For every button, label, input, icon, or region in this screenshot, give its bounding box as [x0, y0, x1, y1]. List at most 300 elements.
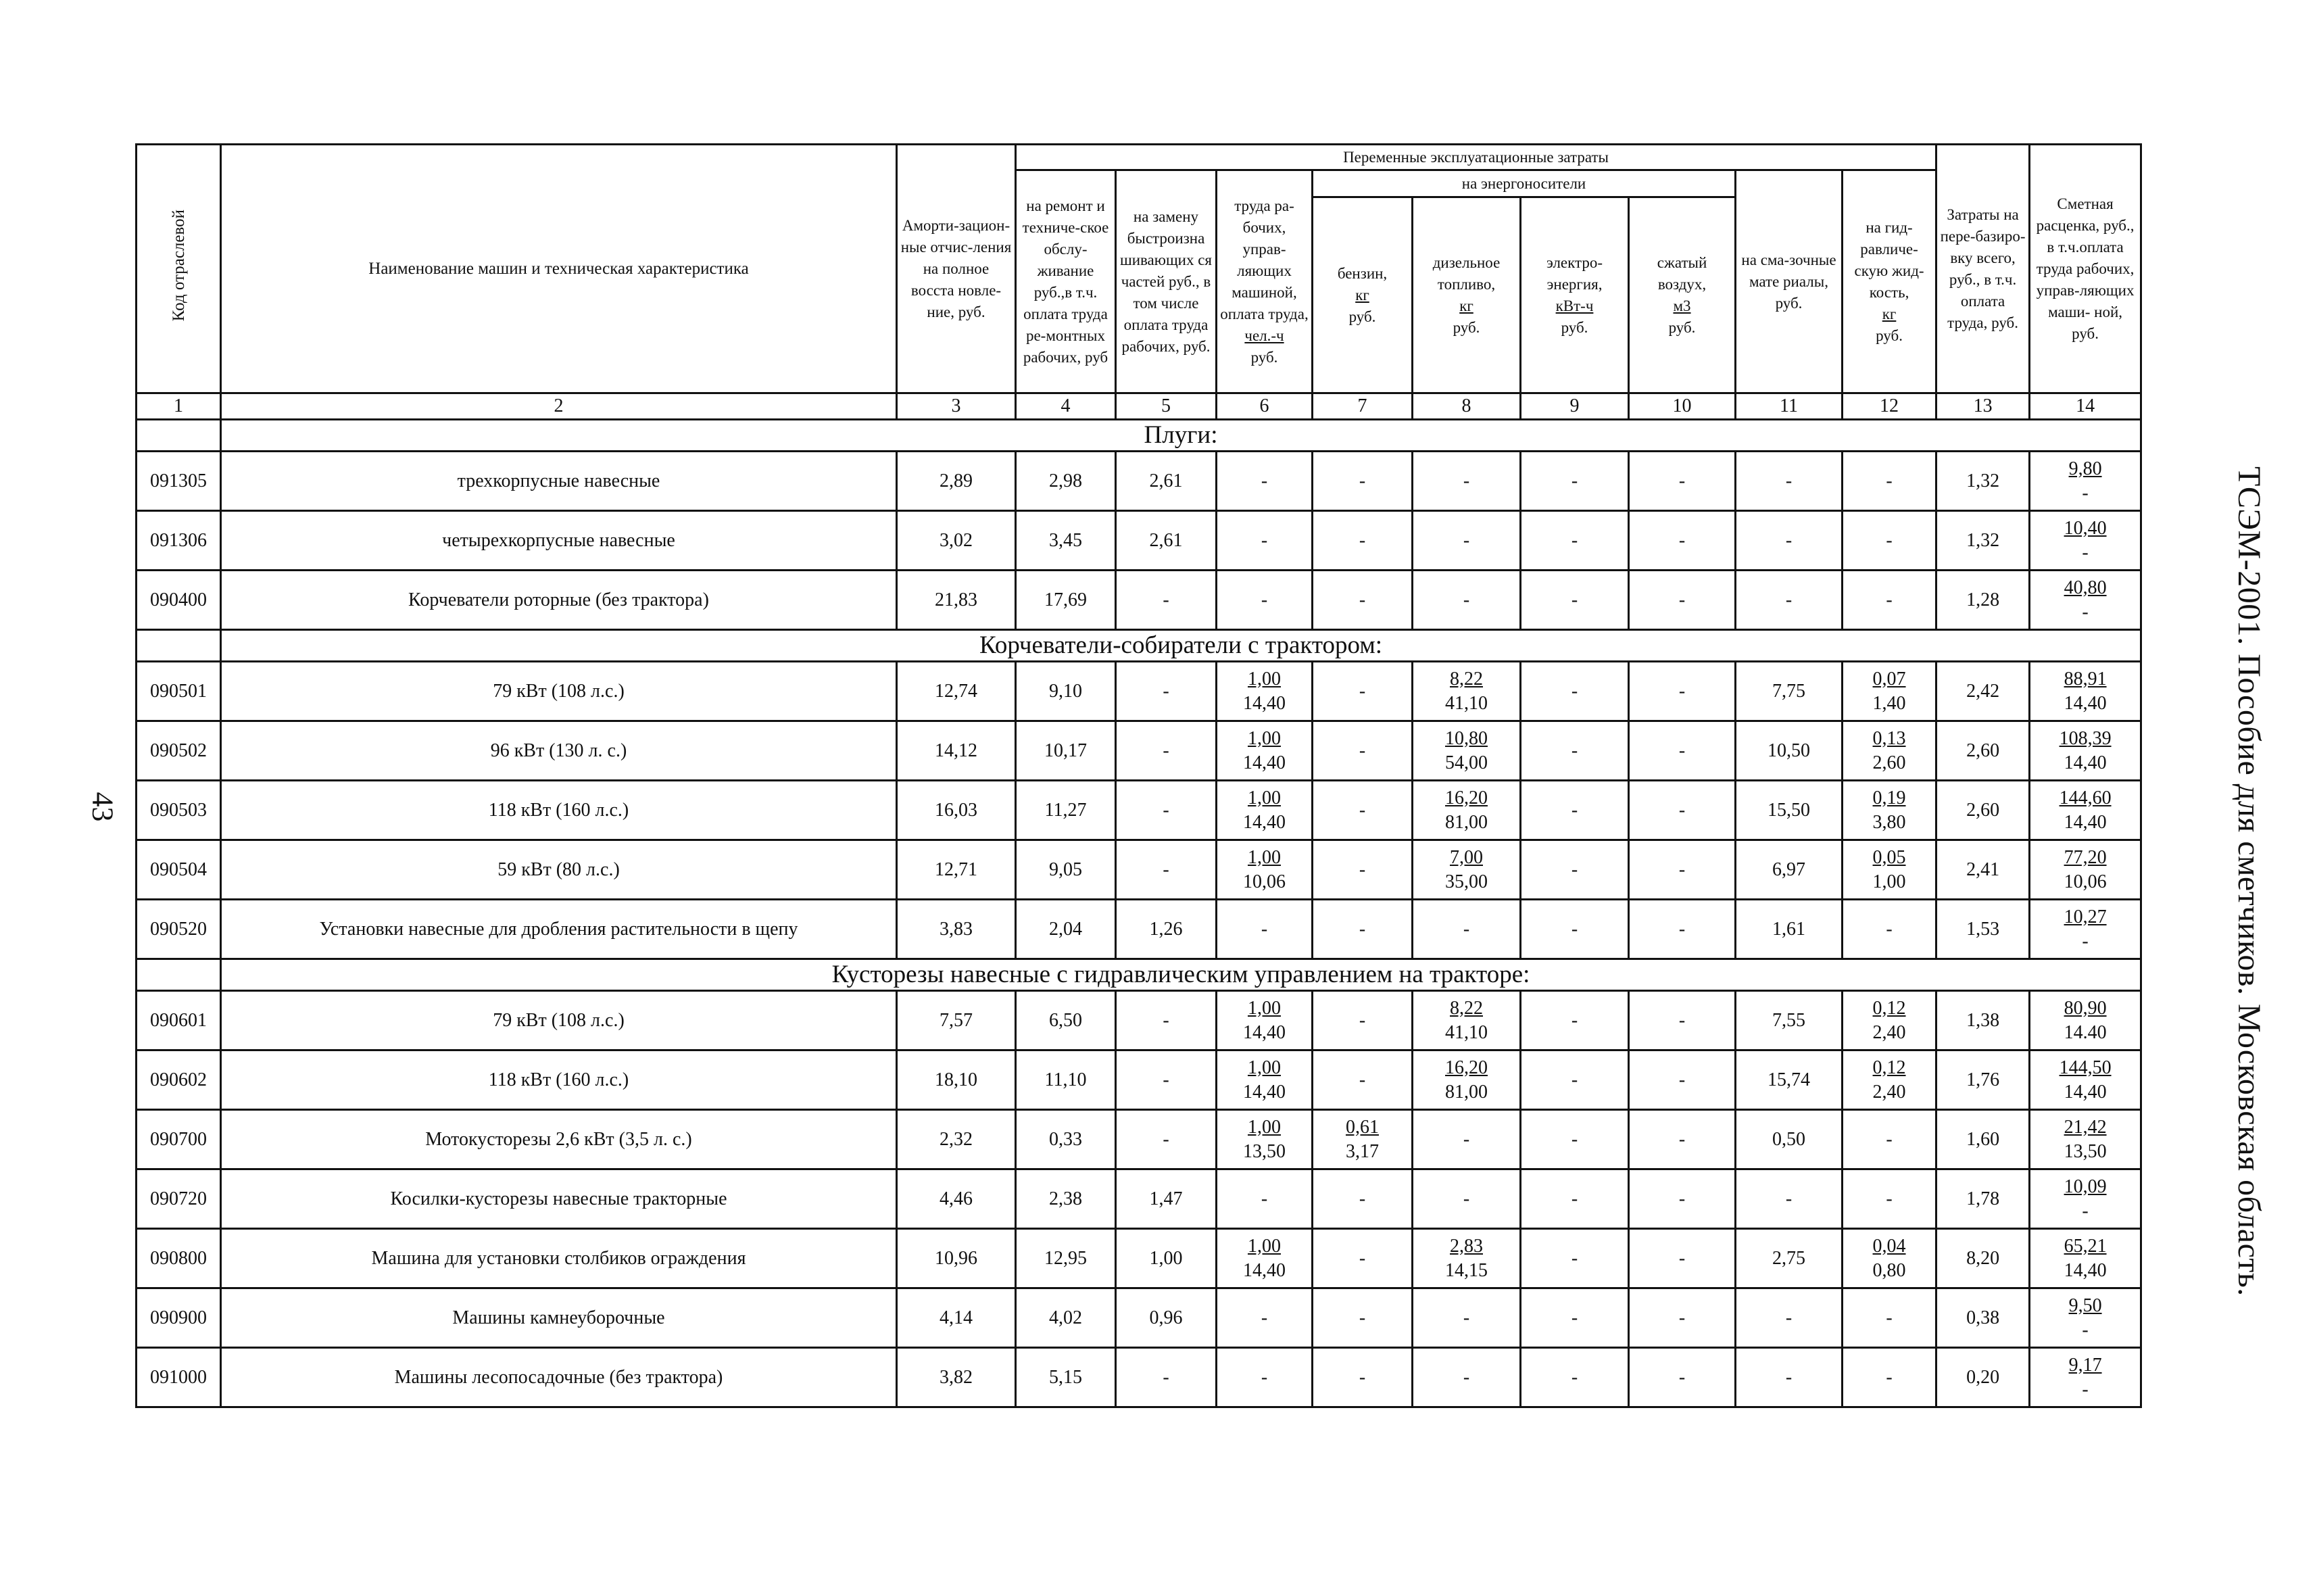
- cell-c10: -: [1629, 1110, 1736, 1169]
- section-title-text: Плуги:: [1144, 421, 1218, 449]
- machine-name: 79 кВт (108 л.с.): [221, 991, 897, 1050]
- cell-c8: [1413, 1050, 1521, 1110]
- fraction-denominator: -: [2082, 601, 2089, 623]
- cell-c7: -: [1313, 991, 1413, 1050]
- fraction-value: [1346, 1115, 1379, 1164]
- fraction-numerator: 1,00: [1248, 668, 1281, 690]
- fraction-numerator: 10,40: [2064, 517, 2107, 539]
- cell-c12: -: [1843, 452, 1936, 511]
- cell-c8: [1413, 991, 1521, 1050]
- fraction-value: [2060, 727, 2112, 775]
- cell-c11: -: [1736, 1169, 1843, 1229]
- fraction-denominator: 14,40: [2064, 692, 2107, 714]
- table-row: [137, 900, 2141, 959]
- fraction-numerator: 1,00: [1248, 997, 1281, 1019]
- cell-c8: -: [1413, 571, 1521, 630]
- cell-c12: [1843, 1050, 1936, 1110]
- cell-c13: 2,60: [1936, 721, 2030, 781]
- cell-c4: 6,50: [1016, 991, 1116, 1050]
- table-row: [137, 1288, 2141, 1348]
- cell-c3: 12,74: [897, 662, 1016, 721]
- cell-c7: -: [1313, 1229, 1413, 1288]
- machine-name: Машины камнеуборочные: [221, 1288, 897, 1348]
- machine-code: 090400: [137, 571, 221, 630]
- cell-c4: 2,98: [1016, 452, 1116, 511]
- fraction-value: [1243, 1056, 1286, 1105]
- cell-c11: 10,50: [1736, 721, 1843, 781]
- cell-c13: 1,78: [1936, 1169, 2030, 1229]
- cell-c4: 10,17: [1016, 721, 1116, 781]
- cell-c4: 2,38: [1016, 1169, 1116, 1229]
- fraction-numerator: 1,00: [1248, 846, 1281, 868]
- header-air: сжатый воздух, м3 руб.: [1629, 197, 1736, 393]
- fraction-numerator: 16,20: [1445, 787, 1488, 808]
- col-number: 13: [1936, 393, 2030, 420]
- fraction-value: [2069, 1294, 2102, 1343]
- section-header-row: [137, 630, 2141, 662]
- cell-c6: [1217, 781, 1313, 840]
- machine-name: 118 кВт (160 л.с.): [221, 781, 897, 840]
- cell-c4: 0,33: [1016, 1110, 1116, 1169]
- cell-c14: [2030, 571, 2141, 630]
- cell-c9: -: [1521, 781, 1629, 840]
- cell-c6: -: [1217, 571, 1313, 630]
- machine-name: Машина для установки столбиков ограждения: [221, 1229, 897, 1288]
- machine-name: 79 кВт (108 л.с.): [221, 662, 897, 721]
- cell-c4: 4,02: [1016, 1288, 1116, 1348]
- fraction-denominator: 14,40: [1243, 811, 1286, 833]
- fraction-value: [2064, 905, 2107, 954]
- cell-c10: -: [1629, 511, 1736, 571]
- cell-c7: -: [1313, 571, 1413, 630]
- cell-c11: -: [1736, 571, 1843, 630]
- cell-c6: [1217, 721, 1313, 781]
- cell-c10: -: [1629, 900, 1736, 959]
- fraction-value: [1243, 667, 1286, 716]
- fraction-numerator: 1,00: [1248, 1235, 1281, 1257]
- cell-c9: -: [1521, 721, 1629, 781]
- cell-c14: [2030, 1229, 2141, 1288]
- cell-c7: -: [1313, 781, 1413, 840]
- cell-c10: -: [1629, 1288, 1736, 1348]
- cell-c7: -: [1313, 452, 1413, 511]
- cell-c11: 1,61: [1736, 900, 1843, 959]
- fraction-value: [2064, 846, 2107, 894]
- cell-c3: 3,82: [897, 1348, 1016, 1407]
- fraction-denominator: 14,40: [2064, 1081, 2107, 1103]
- fraction-denominator: 1,40: [1872, 692, 1906, 714]
- cell-c10: -: [1629, 452, 1736, 511]
- cell-c12: [1843, 1229, 1936, 1288]
- cell-c10: -: [1629, 1348, 1736, 1407]
- machine-cost-table: [135, 143, 2142, 1408]
- fraction-numerator: 1,00: [1248, 1116, 1281, 1138]
- cell-c5: 0,96: [1116, 1288, 1217, 1348]
- header-relocation: Затраты на пере-базиро-вку всего, руб., в т.ч. оплата труда, руб.: [1936, 145, 2030, 393]
- cell-c11: -: [1736, 1348, 1843, 1407]
- col-number: 7: [1313, 393, 1413, 420]
- cell-c4: 11,10: [1016, 1050, 1116, 1110]
- cell-c3: 12,71: [897, 840, 1016, 900]
- fraction-denominator: -: [2082, 541, 2089, 563]
- fraction-numerator: 88,91: [2064, 668, 2107, 690]
- fraction-numerator: 0,12: [1872, 997, 1906, 1019]
- fraction-numerator: 9,50: [2068, 1295, 2102, 1316]
- cell-c11: -: [1736, 511, 1843, 571]
- cell-c4: 9,10: [1016, 662, 1116, 721]
- fraction-denominator: -: [2082, 1319, 2089, 1340]
- header-name: Наименование машин и техническая характеристика: [221, 145, 897, 393]
- cell-c6: [1217, 662, 1313, 721]
- cell-c13: 2,42: [1936, 662, 2030, 721]
- cell-c7: -: [1313, 1050, 1413, 1110]
- cell-c3: 14,12: [897, 721, 1016, 781]
- cell-c10: -: [1629, 721, 1736, 781]
- cell-c5: -: [1116, 991, 1217, 1050]
- cell-c7: [1313, 1110, 1413, 1169]
- fraction-denominator: 1,00: [1872, 871, 1906, 892]
- cell-c14: [2030, 721, 2141, 781]
- col-number: 2: [221, 393, 897, 420]
- cell-c7: -: [1313, 1288, 1413, 1348]
- fraction-numerator: 77,20: [2064, 846, 2107, 868]
- cell-c14: [2030, 991, 2141, 1050]
- cell-c5: -: [1116, 662, 1217, 721]
- cell-c14: [2030, 1110, 2141, 1169]
- cell-c8: -: [1413, 1169, 1521, 1229]
- machine-code: 090700: [137, 1110, 221, 1169]
- cell-c3: 2,89: [897, 452, 1016, 511]
- cell-c13: 2,41: [1936, 840, 2030, 900]
- col-number: 14: [2030, 393, 2141, 420]
- cell-c5: 1,00: [1116, 1229, 1217, 1288]
- fraction-denominator: 13,50: [1243, 1140, 1286, 1162]
- fraction-value: [1243, 786, 1286, 835]
- fraction-denominator: 3,80: [1872, 811, 1906, 833]
- col-number: 12: [1843, 393, 1936, 420]
- header-rate: Сметная расценка, руб., в т.ч.оплата труда рабочих, управ-ляющих маши- ной, руб.: [2030, 145, 2141, 393]
- machine-name: трехкорпусные навесные: [221, 452, 897, 511]
- fraction-value: [1243, 996, 1286, 1045]
- cell-c3: 2,32: [897, 1110, 1016, 1169]
- fraction-numerator: 8,22: [1450, 997, 1483, 1019]
- col-number: 6: [1217, 393, 1313, 420]
- section-code-cell: [137, 630, 221, 662]
- fraction-denominator: 14,40: [1243, 752, 1286, 773]
- fraction-value: [1873, 1234, 1906, 1283]
- cell-c8: -: [1413, 452, 1521, 511]
- cell-c4: 17,69: [1016, 571, 1116, 630]
- fraction-value: [2069, 1353, 2102, 1402]
- section-header-row: [137, 420, 2141, 452]
- fraction-value: [1445, 996, 1488, 1045]
- cell-c4: 9,05: [1016, 840, 1116, 900]
- table-row: [137, 840, 2141, 900]
- cell-c9: -: [1521, 1288, 1629, 1348]
- fraction-numerator: 80,90: [2064, 997, 2107, 1019]
- fraction-denominator: 35,00: [1445, 871, 1488, 892]
- header-variable-costs: Переменные эксплуатационные затраты: [1016, 145, 1936, 170]
- fraction-value: [1873, 727, 1906, 775]
- fraction-numerator: 1,00: [1248, 727, 1281, 749]
- fraction-value: [2069, 457, 2102, 506]
- cell-c9: -: [1521, 1169, 1629, 1229]
- table-row: [137, 1348, 2141, 1407]
- fraction-numerator: 8,22: [1450, 668, 1483, 690]
- cell-c4: 3,45: [1016, 511, 1116, 571]
- cell-c6: [1217, 1110, 1313, 1169]
- cell-c14: [2030, 1050, 2141, 1110]
- cell-c13: 1,76: [1936, 1050, 2030, 1110]
- cell-c3: 3,02: [897, 511, 1016, 571]
- table-row: [137, 452, 2141, 511]
- fraction-numerator: 144,50: [2059, 1057, 2112, 1078]
- cell-c3: 4,46: [897, 1169, 1016, 1229]
- fraction-denominator: 13,50: [2064, 1140, 2107, 1162]
- fraction-denominator: 14.40: [2064, 1021, 2107, 1043]
- fraction-numerator: 10,80: [1445, 727, 1488, 749]
- col-number: 8: [1413, 393, 1521, 420]
- section-code-cell: [137, 959, 221, 991]
- cell-c10: -: [1629, 571, 1736, 630]
- table-row: [137, 991, 2141, 1050]
- cell-c9: -: [1521, 900, 1629, 959]
- fraction-value: [1445, 1234, 1488, 1283]
- cell-c7: -: [1313, 511, 1413, 571]
- cell-c11: -: [1736, 1288, 1843, 1348]
- section-title-text: Кусторезы навесные с гидравлическим управлением на тракторе:: [831, 961, 1530, 988]
- fraction-value: [2064, 1234, 2107, 1283]
- cell-c3: 10,96: [897, 1229, 1016, 1288]
- fraction-denominator: 14,40: [1243, 692, 1286, 714]
- cell-c8: [1413, 662, 1521, 721]
- cell-c3: 7,57: [897, 991, 1016, 1050]
- cell-c8: [1413, 840, 1521, 900]
- cell-c12: [1843, 781, 1936, 840]
- column-number-row: [137, 393, 2141, 420]
- cell-c7: -: [1313, 900, 1413, 959]
- fraction-numerator: 144,60: [2059, 787, 2112, 808]
- document-side-title: ТСЭМ-2001. Пособие для сметчиков. Московская область.: [2231, 466, 2267, 1297]
- header-labor: труда ра-бочих, управ-ляющих машиной, оплата труда, чел.-ч руб.: [1217, 170, 1313, 393]
- cell-c14: [2030, 511, 2141, 571]
- cell-c13: 1,60: [1936, 1110, 2030, 1169]
- fraction-numerator: 21,42: [2064, 1116, 2107, 1138]
- fraction-numerator: 0,19: [1872, 787, 1906, 808]
- machine-code: 090504: [137, 840, 221, 900]
- fraction-denominator: 14,40: [2064, 752, 2107, 773]
- table-row: [137, 1229, 2141, 1288]
- cell-c6: -: [1217, 900, 1313, 959]
- machine-name: 118 кВт (160 л.с.): [221, 1050, 897, 1110]
- machine-code: 091306: [137, 511, 221, 571]
- fraction-denominator: -: [2082, 930, 2089, 952]
- section-title: [221, 630, 2141, 662]
- cell-c12: -: [1843, 571, 1936, 630]
- fraction-denominator: 14,40: [2064, 811, 2107, 833]
- cell-c5: 1,47: [1116, 1169, 1217, 1229]
- fraction-value: [1873, 786, 1906, 835]
- cell-c10: -: [1629, 1050, 1736, 1110]
- cell-c12: [1843, 991, 1936, 1050]
- cell-c13: 0,38: [1936, 1288, 2030, 1348]
- fraction-value: [2064, 576, 2107, 625]
- header-parts: на замену быстроизна шивающих ся частей руб., в том числе оплата труда рабочих, руб.: [1116, 170, 1217, 393]
- fraction-numerator: 108,39: [2059, 727, 2112, 749]
- cell-c12: -: [1843, 1110, 1936, 1169]
- fraction-numerator: 0,07: [1872, 668, 1906, 690]
- machine-code: 091305: [137, 452, 221, 511]
- cell-c5: -: [1116, 571, 1217, 630]
- cell-c13: 1,32: [1936, 511, 2030, 571]
- fraction-value: [2064, 516, 2107, 565]
- fraction-value: [1445, 786, 1488, 835]
- cell-c4: 11,27: [1016, 781, 1116, 840]
- fraction-numerator: 2,83: [1450, 1235, 1483, 1257]
- fraction-numerator: 40,80: [2064, 577, 2107, 598]
- fraction-denominator: 14,15: [1445, 1259, 1488, 1281]
- fraction-numerator: 10,27: [2064, 906, 2107, 927]
- table-row: [137, 511, 2141, 571]
- cell-c11: 7,75: [1736, 662, 1843, 721]
- cell-c11: 0,50: [1736, 1110, 1843, 1169]
- machine-name: Косилки-кусторезы навесные тракторные: [221, 1169, 897, 1229]
- cell-c10: -: [1629, 662, 1736, 721]
- cell-c8: [1413, 721, 1521, 781]
- cell-c4: 5,15: [1016, 1348, 1116, 1407]
- fraction-numerator: 0,05: [1872, 846, 1906, 868]
- header-hydraulic: на гид-равличе-скую жид-кость, кг руб.: [1843, 170, 1936, 393]
- cell-c3: 21,83: [897, 571, 1016, 630]
- cell-c12: -: [1843, 1288, 1936, 1348]
- fraction-value: [2064, 996, 2107, 1045]
- fraction-denominator: 41,10: [1445, 1021, 1488, 1043]
- cell-c12: -: [1843, 511, 1936, 571]
- cell-c6: [1217, 840, 1313, 900]
- section-title-text: Корчеватели-собиратели с трактором:: [979, 631, 1383, 659]
- fraction-numerator: 1,00: [1248, 1057, 1281, 1078]
- header-petrol: бензин, кг руб.: [1313, 197, 1413, 393]
- cell-c12: -: [1843, 900, 1936, 959]
- fraction-denominator: 14,40: [1243, 1259, 1286, 1281]
- fraction-numerator: 7,00: [1450, 846, 1483, 868]
- cell-c5: -: [1116, 840, 1217, 900]
- fraction-denominator: 10,06: [2064, 871, 2107, 892]
- cell-c10: -: [1629, 1229, 1736, 1288]
- cell-c12: [1843, 721, 1936, 781]
- table-row: [137, 571, 2141, 630]
- col-number: 5: [1116, 393, 1217, 420]
- cell-c14: [2030, 1348, 2141, 1407]
- col-number: 4: [1016, 393, 1116, 420]
- fraction-denominator: 2,60: [1872, 752, 1906, 773]
- machine-name: 59 кВт (80 л.с.): [221, 840, 897, 900]
- cell-c8: [1413, 1229, 1521, 1288]
- cell-c11: 6,97: [1736, 840, 1843, 900]
- machine-name: 96 кВт (130 л. с.): [221, 721, 897, 781]
- col-number: 3: [897, 393, 1016, 420]
- machine-code: 090900: [137, 1288, 221, 1348]
- cell-c10: -: [1629, 991, 1736, 1050]
- fraction-value: [1873, 846, 1906, 894]
- cell-c12: [1843, 662, 1936, 721]
- cell-c8: -: [1413, 1110, 1521, 1169]
- cell-c5: -: [1116, 781, 1217, 840]
- cell-c6: -: [1217, 1169, 1313, 1229]
- fraction-denominator: 14,40: [1243, 1021, 1286, 1043]
- machine-code: 090800: [137, 1229, 221, 1288]
- cell-c13: 1,32: [1936, 452, 2030, 511]
- cell-c6: -: [1217, 511, 1313, 571]
- cell-c13: 1,28: [1936, 571, 2030, 630]
- fraction-denominator: 81,00: [1445, 811, 1488, 833]
- cell-c11: 2,75: [1736, 1229, 1843, 1288]
- fraction-value: [1873, 667, 1906, 716]
- fraction-numerator: 1,00: [1248, 787, 1281, 808]
- fraction-denominator: 2,40: [1872, 1021, 1906, 1043]
- fraction-numerator: 0,61: [1346, 1116, 1379, 1138]
- cell-c8: -: [1413, 511, 1521, 571]
- machine-code: 090503: [137, 781, 221, 840]
- cell-c9: -: [1521, 1110, 1629, 1169]
- cell-c7: -: [1313, 1169, 1413, 1229]
- fraction-value: [2064, 1175, 2107, 1224]
- header-electricity: электро-энергия, кВт-ч руб.: [1521, 197, 1629, 393]
- fraction-value: [1243, 846, 1286, 894]
- section-title: [221, 420, 2141, 452]
- table-row: [137, 721, 2141, 781]
- col-number: 10: [1629, 393, 1736, 420]
- cell-c9: -: [1521, 511, 1629, 571]
- cell-c9: -: [1521, 840, 1629, 900]
- cell-c11: 15,74: [1736, 1050, 1843, 1110]
- machine-name: Мотокусторезы 2,6 кВт (3,5 л. с.): [221, 1110, 897, 1169]
- cell-c12: -: [1843, 1348, 1936, 1407]
- machine-name: Корчеватели роторные (без трактора): [221, 571, 897, 630]
- section-code-cell: [137, 420, 221, 452]
- fraction-denominator: 14,40: [1243, 1081, 1286, 1103]
- cell-c9: -: [1521, 1348, 1629, 1407]
- cell-c7: -: [1313, 721, 1413, 781]
- fraction-value: [2064, 1115, 2107, 1164]
- machine-code: 091000: [137, 1348, 221, 1407]
- cell-c5: 2,61: [1116, 452, 1217, 511]
- fraction-numerator: 9,80: [2068, 458, 2102, 479]
- fraction-value: [1873, 996, 1906, 1045]
- cell-c14: [2030, 1169, 2141, 1229]
- fraction-value: [1445, 727, 1488, 775]
- header-amortization: Аморти-зацион-ные отчис-ления на полное восста новле-ние, руб.: [897, 145, 1016, 393]
- cell-c10: -: [1629, 1169, 1736, 1229]
- fraction-denominator: -: [2082, 1200, 2089, 1222]
- machine-code: 090502: [137, 721, 221, 781]
- cell-c6: -: [1217, 452, 1313, 511]
- cell-c5: -: [1116, 1348, 1217, 1407]
- cell-c3: 4,14: [897, 1288, 1016, 1348]
- cell-c11: 15,50: [1736, 781, 1843, 840]
- cell-c9: -: [1521, 571, 1629, 630]
- fraction-denominator: 2,40: [1872, 1081, 1906, 1103]
- cell-c6: [1217, 1050, 1313, 1110]
- header-code: Код отраслевой: [137, 145, 221, 393]
- fraction-denominator: 81,00: [1445, 1081, 1488, 1103]
- fraction-numerator: 0,12: [1872, 1057, 1906, 1078]
- cell-c8: -: [1413, 1288, 1521, 1348]
- cell-c5: -: [1116, 1110, 1217, 1169]
- fraction-value: [1243, 1234, 1286, 1283]
- cell-c6: [1217, 1229, 1313, 1288]
- fraction-value: [2064, 667, 2107, 716]
